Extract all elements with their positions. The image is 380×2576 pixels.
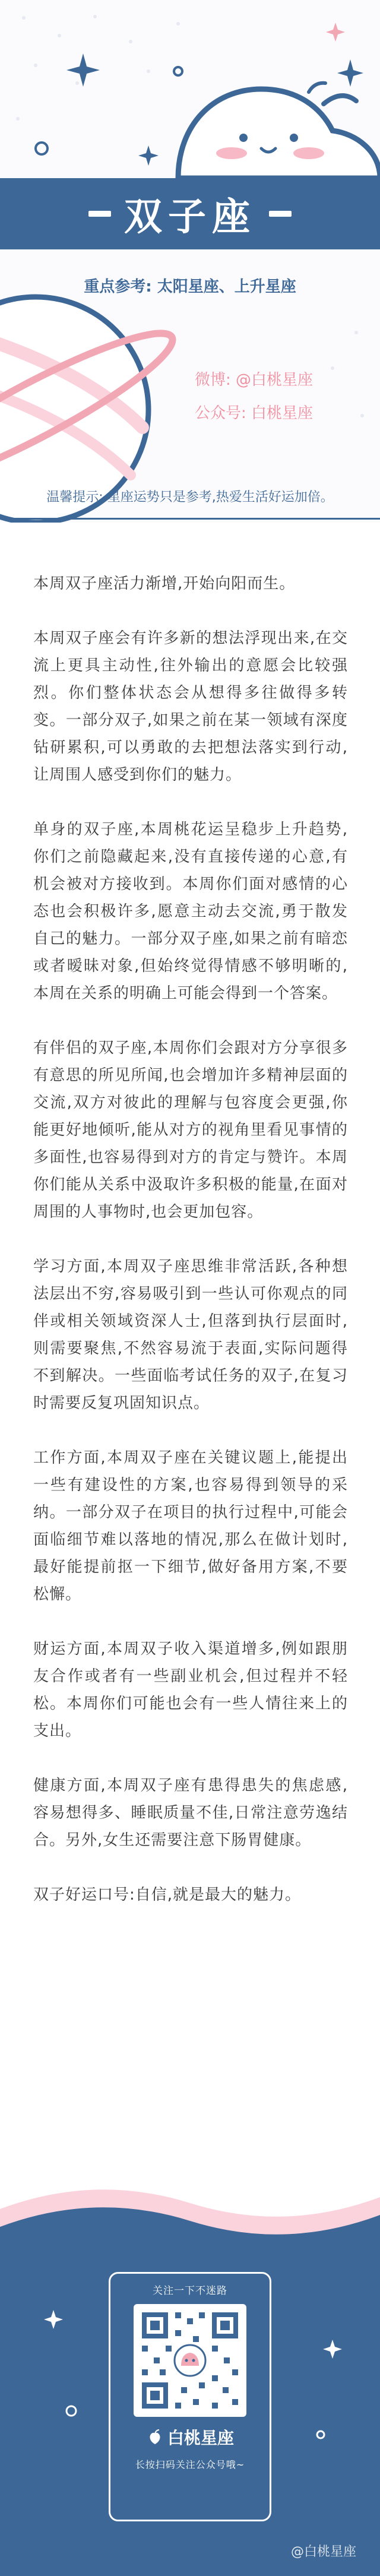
paragraph: 本周双子座活力渐增,开始向阳而生。 [33, 575, 296, 593]
header-banner [0, 0, 380, 523]
watermark: @白桃星座 [290, 2545, 356, 2559]
weibo-account: 微博: @白桃星座 [195, 371, 314, 389]
reference-line [0, 274, 380, 296]
page-title: 双子座 [124, 195, 256, 239]
wechat-account: 公众号: 白桃星座 [195, 404, 314, 422]
paragraph: 有伴侣的双子座,本周你们会跟对方分享很多有意思的所见所闻,也会增加许多精神层面的交流,双方对彼此的理解与包容度会更强,你能更好地倾听,能从对方的视角里看见事情的多面性,也容易得到对方的肯定与赞许。本周你们能从关系中汲取许多积极的能量,在面对周围的人事物时,也会更加包容。 [33, 1039, 348, 1221]
qr-brand [146, 2425, 234, 2449]
paragraph: 本周双子座会有许多新的想法浮现出来,在交流上更具主动性,往外输出的意愿会比较强烈。你们整体状态会从想得多往做得多转变。一部分双子,如果之前在某一领域有深度钻研累积,可以勇敢的去把想法落实到行动,让周围人感受到你们的魅力。 [33, 629, 348, 784]
paragraph: 学习方面,本周双子座思维非常活跃,各种想法层出不穷,容易吸引到一些认可你观点的同伴或相关领域资深人士,但落到执行层面时,则需要聚焦,不然容易流于表面,实际问题得不到解决。一些面临考试任务的双子,在复习时需要反复巩固知识点。 [33, 1258, 348, 1412]
tip-text: 温馨提示: 星座运势只是参考,热爱生活好运加倍。 [46, 490, 334, 505]
social-accounts [195, 363, 313, 430]
reference-label: 重点参考: [84, 278, 152, 296]
pink-star-icon [326, 23, 345, 42]
paragraph: 财运方面,本周双子收入渠道增多,例如跟朋友合作或者有一些副业机会,但过程并不轻松。本周你们可能也会有一些人情往来上的支出。 [33, 1640, 348, 1740]
qr-top-text: 关注一下不迷路 [153, 2285, 227, 2297]
title-dash-right [269, 211, 292, 217]
qr-code-icon [134, 2304, 246, 2417]
ring-icon [36, 67, 182, 154]
article-body [33, 570, 348, 1909]
paragraph: 单身的双子座,本周桃花运呈稳步上升趋势,你们之前隐藏起来,没有直接传递的心意,有机会被对方接收到。本周你们面对感情的心态也会积极许多,愿意主动去交流,勇于散发自己的魅力。一部分双子座,如果之前有暗恋或者暧昧对象,但始终觉得情感不够明晰的,本周在关系的明确上可能会得到一个答案。 [33, 821, 348, 1002]
footer-section [0, 2162, 380, 2576]
header-illustration [0, 0, 380, 523]
mascot-illustration [178, 83, 380, 178]
peach-icon [146, 2428, 164, 2446]
qr-brand-text: 白桃星座 [167, 2428, 234, 2448]
qr-card [109, 2272, 271, 2521]
paragraph: 双子好运口号:自信,就是最大的魅力。 [33, 1886, 302, 1904]
reference-value: 太阳星座、上升星座 [157, 278, 296, 296]
paragraph: 工作方面,本周双子座在关键议题上,能提出一些有建设性的方案,也容易得到领导的采纳。一部分双子在项目的执行过程中,可能会面临细节难以落地的情况,那么在做计划时,最好能提前抠一下细节,做好备用方案,不要松懈。 [33, 1449, 348, 1603]
title-band [0, 178, 380, 249]
qr-bottom-text: 长按扫码关注公众号哦~ [135, 2459, 245, 2470]
divider [0, 518, 380, 520]
qr-code[interactable] [134, 2304, 246, 2417]
title-dash-left [88, 211, 111, 217]
paragraph: 健康方面,本周双子座有患得患失的焦虑感,容易想得多、睡眠质量不佳,日常注意劳逸结合。另外,女生还需要注意下肠胃健康。 [33, 1777, 348, 1849]
